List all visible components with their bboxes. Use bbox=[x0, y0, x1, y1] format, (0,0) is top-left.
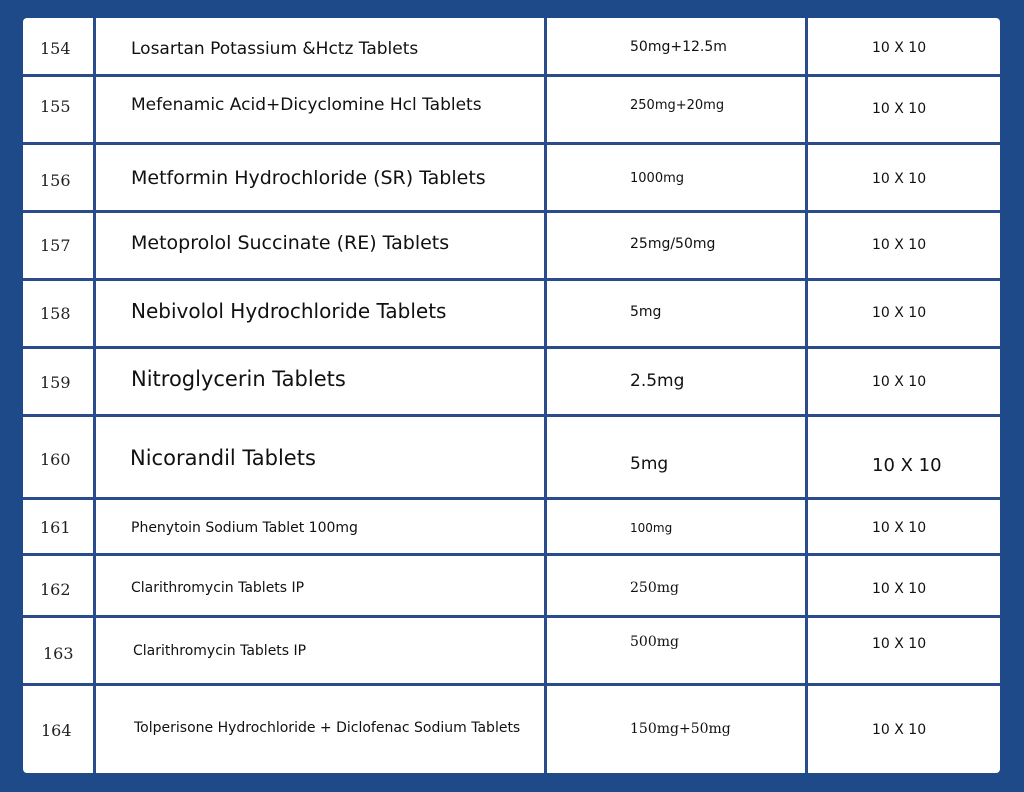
strength: 5mg bbox=[630, 304, 662, 320]
row-divider bbox=[23, 142, 1000, 145]
row-number: 157 bbox=[40, 236, 71, 255]
strength: 500mg bbox=[630, 634, 679, 650]
product-name: Losartan Potassium &Hctz Tablets bbox=[131, 39, 419, 59]
pack-size: 10 X 10 bbox=[872, 722, 927, 738]
strength: 5mg bbox=[630, 454, 669, 474]
column-divider bbox=[805, 18, 808, 773]
row-number: 156 bbox=[40, 171, 71, 190]
row-number: 160 bbox=[40, 450, 71, 469]
strength: 1000mg bbox=[630, 171, 684, 186]
strength: 250mg bbox=[630, 580, 679, 596]
strength: 250mg+20mg bbox=[630, 98, 725, 113]
row-number: 154 bbox=[40, 39, 71, 58]
product-name: Nebivolol Hydrochloride Tablets bbox=[131, 299, 447, 323]
pack-size: 10 X 10 bbox=[872, 171, 927, 187]
strength: 2.5mg bbox=[630, 371, 685, 391]
product-name: Tolperisone Hydrochloride + Diclofenac Sodium Tablets bbox=[134, 720, 521, 736]
row-number: 161 bbox=[40, 518, 71, 537]
pack-size: 10 X 10 bbox=[872, 520, 927, 536]
row-divider bbox=[23, 553, 1000, 556]
product-name: Clarithromycin Tablets IP bbox=[131, 580, 305, 596]
pack-size: 10 X 10 bbox=[872, 305, 927, 321]
pack-size: 10 X 10 bbox=[872, 581, 927, 597]
row-divider bbox=[23, 74, 1000, 77]
strength: 150mg+50mg bbox=[630, 721, 731, 737]
row-divider bbox=[23, 346, 1000, 349]
row-number: 164 bbox=[41, 721, 72, 740]
pack-size: 10 X 10 bbox=[872, 40, 927, 56]
product-name: Metoprolol Succinate (RE) Tablets bbox=[131, 232, 450, 254]
column-divider bbox=[93, 18, 96, 773]
product-table bbox=[23, 18, 1000, 773]
pack-size: 10 X 10 bbox=[872, 237, 927, 253]
product-name: Mefenamic Acid+Dicyclomine Hcl Tablets bbox=[131, 95, 482, 115]
pack-size: 10 X 10 bbox=[872, 374, 927, 390]
product-name: Clarithromycin Tablets IP bbox=[133, 643, 307, 659]
column-divider bbox=[544, 18, 547, 773]
row-number: 158 bbox=[40, 304, 71, 323]
row-divider bbox=[23, 210, 1000, 213]
product-name: Nicorandil Tablets bbox=[130, 446, 316, 470]
row-number: 159 bbox=[40, 373, 71, 392]
pack-size: 10 X 10 bbox=[872, 455, 942, 476]
row-number: 155 bbox=[40, 97, 71, 116]
row-divider bbox=[23, 615, 1000, 618]
product-name: Phenytoin Sodium Tablet 100mg bbox=[131, 520, 358, 536]
row-divider bbox=[23, 278, 1000, 281]
strength: 100mg bbox=[630, 521, 673, 535]
row-divider bbox=[23, 414, 1000, 417]
row-divider bbox=[23, 683, 1000, 686]
strength: 50mg+12.5m bbox=[630, 39, 727, 55]
product-name: Metformin Hydrochloride (SR) Tablets bbox=[131, 167, 486, 189]
row-number: 163 bbox=[43, 644, 74, 663]
pack-size: 10 X 10 bbox=[872, 636, 927, 652]
row-number: 162 bbox=[40, 580, 71, 599]
strength: 25mg/50mg bbox=[630, 236, 716, 252]
product-name: Nitroglycerin Tablets bbox=[131, 367, 346, 391]
row-divider bbox=[23, 497, 1000, 500]
pack-size: 10 X 10 bbox=[872, 101, 927, 117]
